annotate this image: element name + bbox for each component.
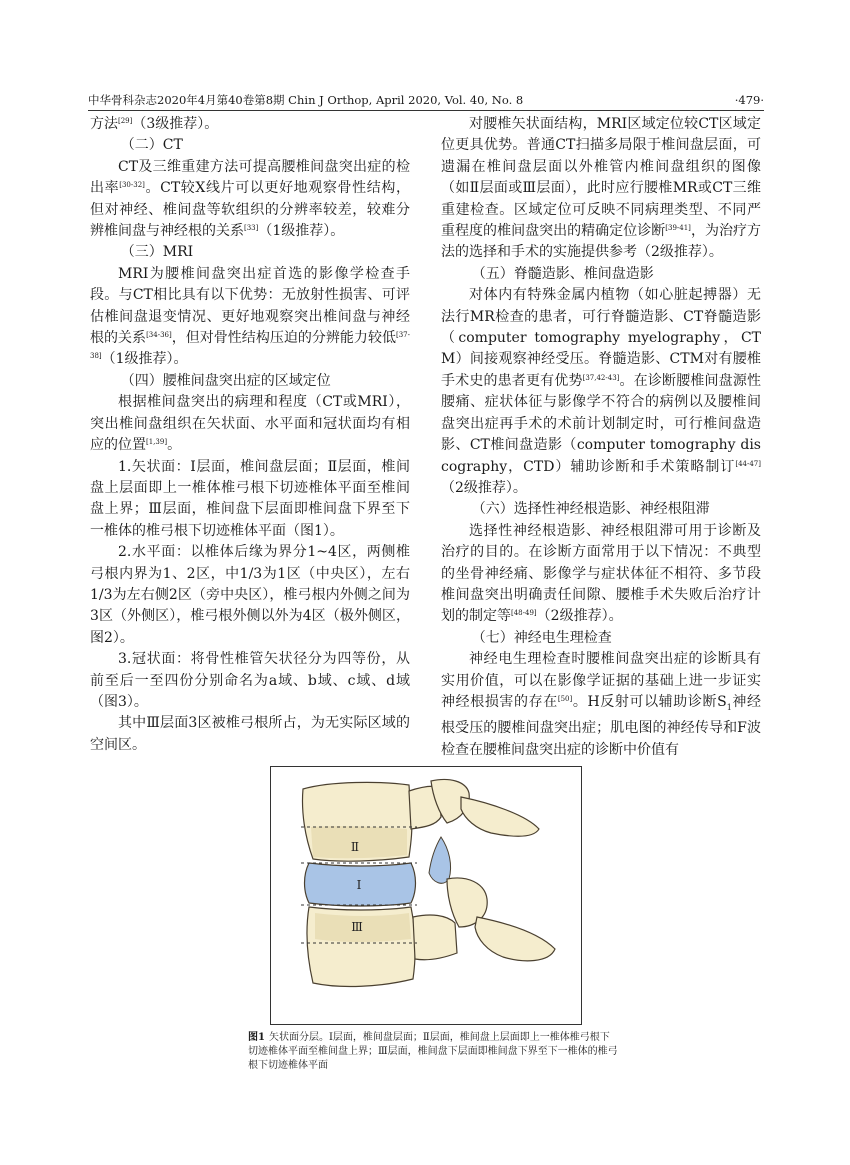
reference[interactable]: [48-49] [511, 609, 537, 618]
reference[interactable]: [37,42-43] [582, 373, 620, 382]
paragraph: 根据椎间盘突出的病理和程度（CT或MRI），突出椎间盘组织在矢状面、水平面和冠状面均有相应的位置[1,39]。 [90, 394, 410, 454]
label-layer-3: Ⅲ [351, 920, 363, 934]
paragraph: 对腰椎矢状面结构，MRI区域定位较CT区域定位更具优势。普通CT扫描多局限于椎间盘层面，可遗漏在椎间盘层面以外椎管内椎间盘组织的图像（如Ⅱ层面或Ⅲ层面），此时应行腰椎MR或CT三维重建检查。区域定位可反映不同病理类型、不同严重程度的椎间盘突出的精确定位诊断[39-41]，为治疗方法的选择和手术的实施提供参考（2级推荐）。 [441, 116, 762, 261]
caption-text: 矢状面分层。Ⅰ层面，椎间盘层面；Ⅱ层面，椎间盘上层面即上一椎体椎弓根下切迹椎体平面至椎间盘上界；Ⅲ层面，椎间盘下层面即椎间盘下界至下一椎体的椎弓根下切迹椎体平面 [248, 1032, 618, 1071]
paragraph: 选择性神经根造影、神经根阻滞可用于诊断及治疗的目的。在诊断方面常用于以下情况：不典型的坐骨神经痛、影像学与症状体征不相符、多节段椎间盘突出明确责任间隙、腰椎手术失败后治疗计划的制定等[48-49]（2级推荐）。 [441, 522, 761, 625]
facet-joint-upper [429, 837, 451, 883]
section-heading-mri: （三）MRI [120, 244, 194, 261]
reference[interactable]: [50] [557, 694, 573, 703]
upper-spinous-process [461, 797, 539, 836]
figure-sagittal-layers [270, 766, 582, 1025]
section-heading-nerve-root: （六）选择性神经根造影、神经根阻滞 [471, 501, 710, 518]
paragraph: 对体内有特殊金属内植物（如心脏起搏器）无法行MR检查的患者，可行脊髓造影、CT脊髓造影（computer tomography myelography，CTM）间接观察神经受压。脊髓造影、CTM对有腰椎手术史的患者更有优势[37,42-43]。在诊断腰椎间盘源性腰痛、症状体征与影像学不符合的病例以及腰椎间盘突出症再手术的术前计划制定时，可行椎间盘造影、CT椎间盘造影（computer tomography discography，CTD）辅助诊断和手术策略制订[44-47]（2级推荐）。 [441, 287, 761, 496]
lower-spinous-process [475, 917, 555, 961]
lower-pedicle [413, 915, 457, 960]
label-layer-2: Ⅱ [350, 840, 360, 854]
reference[interactable]: [30-32] [119, 181, 145, 190]
left-column [90, 114, 410, 756]
spine-illustration [271, 767, 581, 1024]
paragraph-sagittal: 1.矢状面：Ⅰ层面，椎间盘层面；Ⅱ层面，椎间盘上层面即上一椎体椎弓根下切迹椎体平面至椎间盘上界；Ⅲ层面，椎间盘下层面即椎间盘下界至下一椎体的椎弓根下切迹椎体平面（图1）。 [90, 458, 410, 539]
figure-caption [248, 1031, 618, 1073]
label-layer-1: Ⅰ [356, 878, 362, 892]
paragraph: MRI为腰椎间盘突出症首选的影像学检查手段。与CT相比具有以下优势：无放射性损害、可评估椎间盘退变情况、更好地观察突出椎间盘与神经根的关系[34-36]，但对骨性结构压迫的分辨能力较低[37-38]（1级推荐）。 [90, 265, 410, 368]
section-heading-localization: （四）腰椎间盘突出症的区域定位 [120, 372, 331, 389]
reference[interactable]: [37-38] [90, 331, 410, 361]
section-heading-ct: （二）CT [120, 137, 183, 154]
paragraph-horizontal: 2.水平面：以椎体后缘为界分1~4区，两侧椎弓根内界为1、2区，中1/3为1区（中央区），左右1/3为左右侧2区（旁中央区），椎弓根内外侧之间为3区（外侧区），椎弓根外侧以外为4区（极外侧区，图2）。 [90, 544, 410, 646]
reference[interactable]: [29] [118, 117, 133, 125]
page-number: ·479· [734, 93, 764, 107]
paragraph-coronal: 3.冠状面：将骨性椎管矢状径分为四等份，从前至后一至四份分别命名为a域、b域、c域、d域（图3）。 [90, 651, 410, 710]
section-heading-myelography: （五）脊髓造影、椎间盘造影 [471, 265, 654, 282]
reference[interactable]: [39-41] [665, 224, 691, 233]
lower-shading [315, 913, 411, 942]
caption-label: 图1 [248, 1032, 265, 1043]
reference[interactable]: [33] [244, 224, 259, 233]
reference[interactable]: [1,39] [146, 438, 168, 447]
reference[interactable]: [34-36] [146, 331, 172, 340]
paragraph: 神经电生理检查时腰椎间盘突出症的诊断具有实用价值，可以在影像学证据的基础上进一步证实神经根损害的存在[50]。H反射可以辅助诊断$S_1$神经根受压的腰椎间盘突出症；肌电图的神经传导和F波检查在腰椎间盘突出症的诊断中价值有 [441, 651, 762, 758]
paragraph: CT及三维重建方法可提高腰椎间盘突出症的检出率[30-32]。CT较X线片可以更好地观察骨性结构，但对神经、椎间盘等软组织的分辨率较差，较难分辨椎间盘与神经根的关系[33]（1级推荐）。 [90, 158, 411, 240]
right-column [441, 114, 761, 761]
paragraph: 方法[29]（3级推荐）。 [90, 116, 219, 132]
reference[interactable]: [44-47] [735, 459, 761, 468]
section-heading-electrophysiology: （七）神经电生理检查 [471, 629, 612, 646]
journal-citation: 中华骨科杂志2020年4月第40卷第8期 Chin J Orthop, April 2020, Vol. 40, No. 8 [88, 93, 524, 107]
running-header [88, 92, 764, 111]
paragraph: 其中Ⅲ层面3区被椎弓根所占，为无实际区域的空间区。 [90, 715, 410, 753]
